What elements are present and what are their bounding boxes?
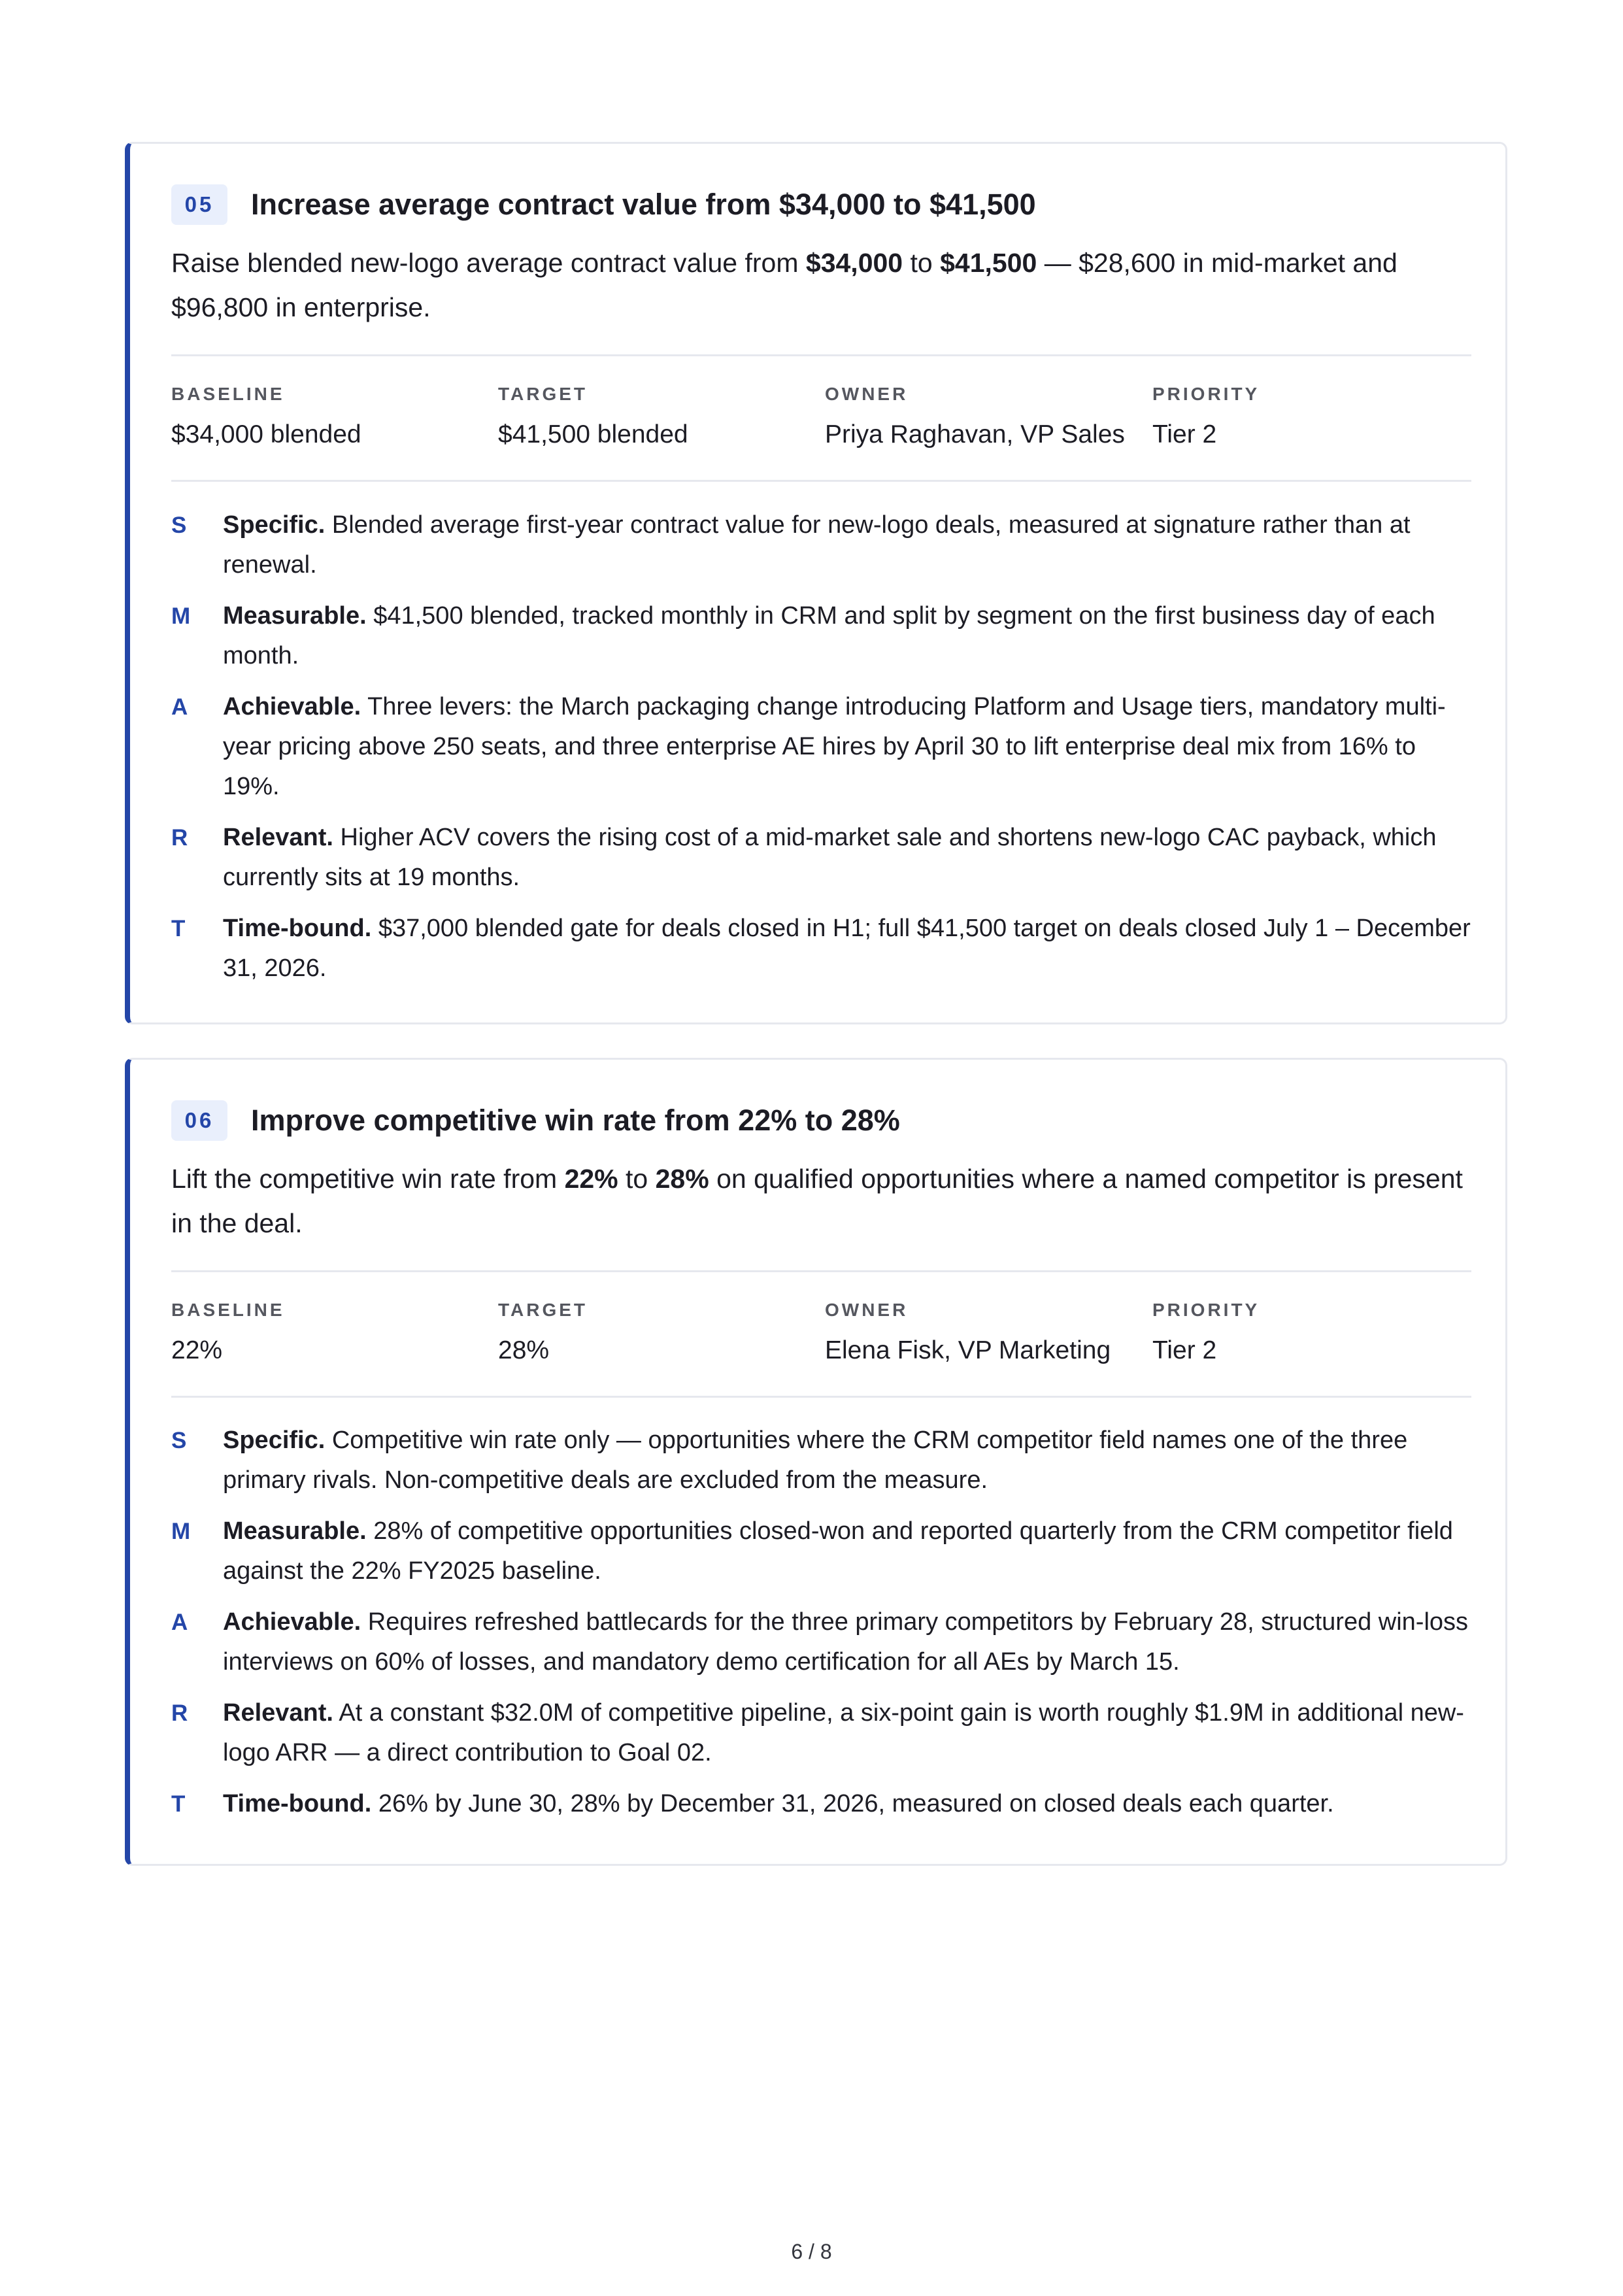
smart-relevant — [171, 818, 1475, 898]
goal-card — [125, 142, 1507, 1024]
target-field — [498, 1300, 588, 1364]
smart-criterion-name: Relevant. — [223, 1699, 333, 1727]
smart-criterion-name: Specific. — [223, 1427, 326, 1454]
smart-letter: M — [171, 603, 191, 629]
target-value: $41,500 blended — [498, 420, 688, 448]
owner-field — [825, 384, 1125, 448]
goal-card — [125, 1058, 1507, 1866]
target-label: TARGET — [498, 1300, 588, 1320]
smart-criterion-text: Blended average first-year contract value for new-logo deals, measured at signature rather than at renewal. — [223, 511, 1411, 579]
divider — [171, 480, 1471, 482]
smart-letter: S — [171, 1428, 187, 1453]
baseline-field — [171, 384, 361, 448]
smart-criteria-list — [171, 1421, 1475, 1835]
smart-specific — [171, 505, 1475, 585]
smart-criterion-name: Achievable. — [223, 1608, 361, 1636]
owner-value: Elena Fisk, VP Marketing — [825, 1336, 1111, 1364]
goal-number-badge: 06 — [171, 1100, 227, 1141]
goal-number-badge: 05 — [171, 184, 227, 225]
smart-letter: M — [171, 1519, 191, 1544]
smart-criterion-text: At a constant $32.0M of competitive pipeline, a six-point gain is worth roughly $1.9M in additional new-logo ARR — a direct contribution to Goal 02. — [223, 1699, 1464, 1766]
smart-criterion-name: Achievable. — [223, 693, 361, 720]
goal-description: Raise blended new-logo average contract value from $34,000 to $41,500 — $28,600 in mid-market and $96,800 in enterprise. — [171, 248, 1397, 322]
divider — [171, 1270, 1471, 1272]
priority-field — [1152, 1300, 1260, 1364]
smart-criterion-text: Higher ACV covers the rising cost of a mid-market sale and shortens new-logo CAC payback, which currently sits at 19 months. — [223, 824, 1437, 891]
smart-criterion-name: Time-bound. — [223, 1790, 372, 1817]
smart-criterion-name: Relevant. — [223, 824, 333, 851]
owner-label: OWNER — [825, 384, 909, 404]
smart-letter: A — [171, 694, 188, 720]
smart-letter: R — [171, 1700, 188, 1726]
smart-letter: S — [171, 513, 187, 538]
goal-header — [171, 1100, 900, 1141]
target-value: 28% — [498, 1336, 550, 1364]
goal-description: Lift the competitive win rate from 22% to 28% on qualified opportunities where a named competitor is present in the deal. — [171, 1164, 1463, 1238]
priority-field — [1152, 384, 1260, 448]
smart-time-bound — [171, 1784, 1475, 1824]
smart-criterion-text: $41,500 blended, tracked monthly in CRM and split by segment on the first business day of each month. — [223, 602, 1435, 669]
owner-label: OWNER — [825, 1300, 909, 1320]
priority-value: Tier 2 — [1152, 420, 1217, 448]
smart-criterion-text: 26% by June 30, 28% by December 31, 2026, measured on closed deals each quarter. — [371, 1790, 1334, 1817]
baseline-label: BASELINE — [171, 384, 285, 404]
owner-value: Priya Raghavan, VP Sales — [825, 420, 1125, 448]
priority-value: Tier 2 — [1152, 1336, 1217, 1364]
goal-header — [171, 184, 1036, 225]
smart-letter: T — [171, 916, 186, 941]
priority-label: PRIORITY — [1152, 1300, 1260, 1320]
smart-letter: T — [171, 1791, 186, 1817]
smart-criterion-name: Measurable. — [223, 1517, 367, 1545]
smart-criterion-name: Time-bound. — [223, 915, 372, 942]
baseline-value: $34,000 blended — [171, 420, 361, 448]
priority-label: PRIORITY — [1152, 384, 1260, 404]
target-field — [498, 384, 688, 448]
smart-relevant — [171, 1693, 1475, 1773]
smart-criterion-name: Specific. — [223, 511, 326, 539]
smart-letter: A — [171, 1610, 188, 1635]
baseline-field — [171, 1300, 285, 1364]
smart-achievable — [171, 687, 1475, 807]
smart-criterion-text: Competitive win rate only — opportunities where the CRM competitor field names one of the three primary rivals. Non-competitive deals are excluded from the measure. — [223, 1427, 1408, 1494]
smart-achievable — [171, 1602, 1475, 1682]
smart-criterion-text: 28% of competitive opportunities closed-won and reported quarterly from the CRM competitor field against the 22% FY2025 baseline. — [223, 1517, 1453, 1585]
smart-criterion-text: Requires refreshed battlecards for the three primary competitors by February 28, structured win-loss interviews on 60% of losses, and mandatory demo certification for all AEs by March 15. — [223, 1608, 1469, 1676]
smart-specific — [171, 1421, 1475, 1500]
smart-criterion-text: Three levers: the March packaging change introducing Platform and Usage tiers, mandatory multi-year pricing above 250 seats, and three enterprise AE hires by April 30 to lift enterprise deal mix from 16% to 19%. — [223, 693, 1446, 800]
smart-time-bound — [171, 909, 1475, 988]
smart-measurable — [171, 1511, 1475, 1591]
divider — [171, 354, 1471, 356]
goal-title: Improve competitive win rate from 22% to 28% — [251, 1104, 900, 1137]
divider — [171, 1396, 1471, 1398]
baseline-label: BASELINE — [171, 1300, 285, 1320]
owner-field — [825, 1300, 1111, 1364]
smart-criterion-name: Measurable. — [223, 602, 367, 630]
smart-measurable — [171, 596, 1475, 676]
target-label: TARGET — [498, 384, 588, 404]
page-number: 6 / 8 — [791, 2240, 832, 2263]
baseline-value: 22% — [171, 1336, 223, 1364]
smart-letter: R — [171, 825, 188, 851]
goal-title: Increase average contract value from $34,000 to $41,500 — [251, 188, 1036, 221]
smart-criteria-list — [171, 505, 1475, 1000]
smart-criterion-text: $37,000 blended gate for deals closed in H1; full $41,500 target on deals closed July 1 – December 31, 2026. — [223, 915, 1471, 982]
